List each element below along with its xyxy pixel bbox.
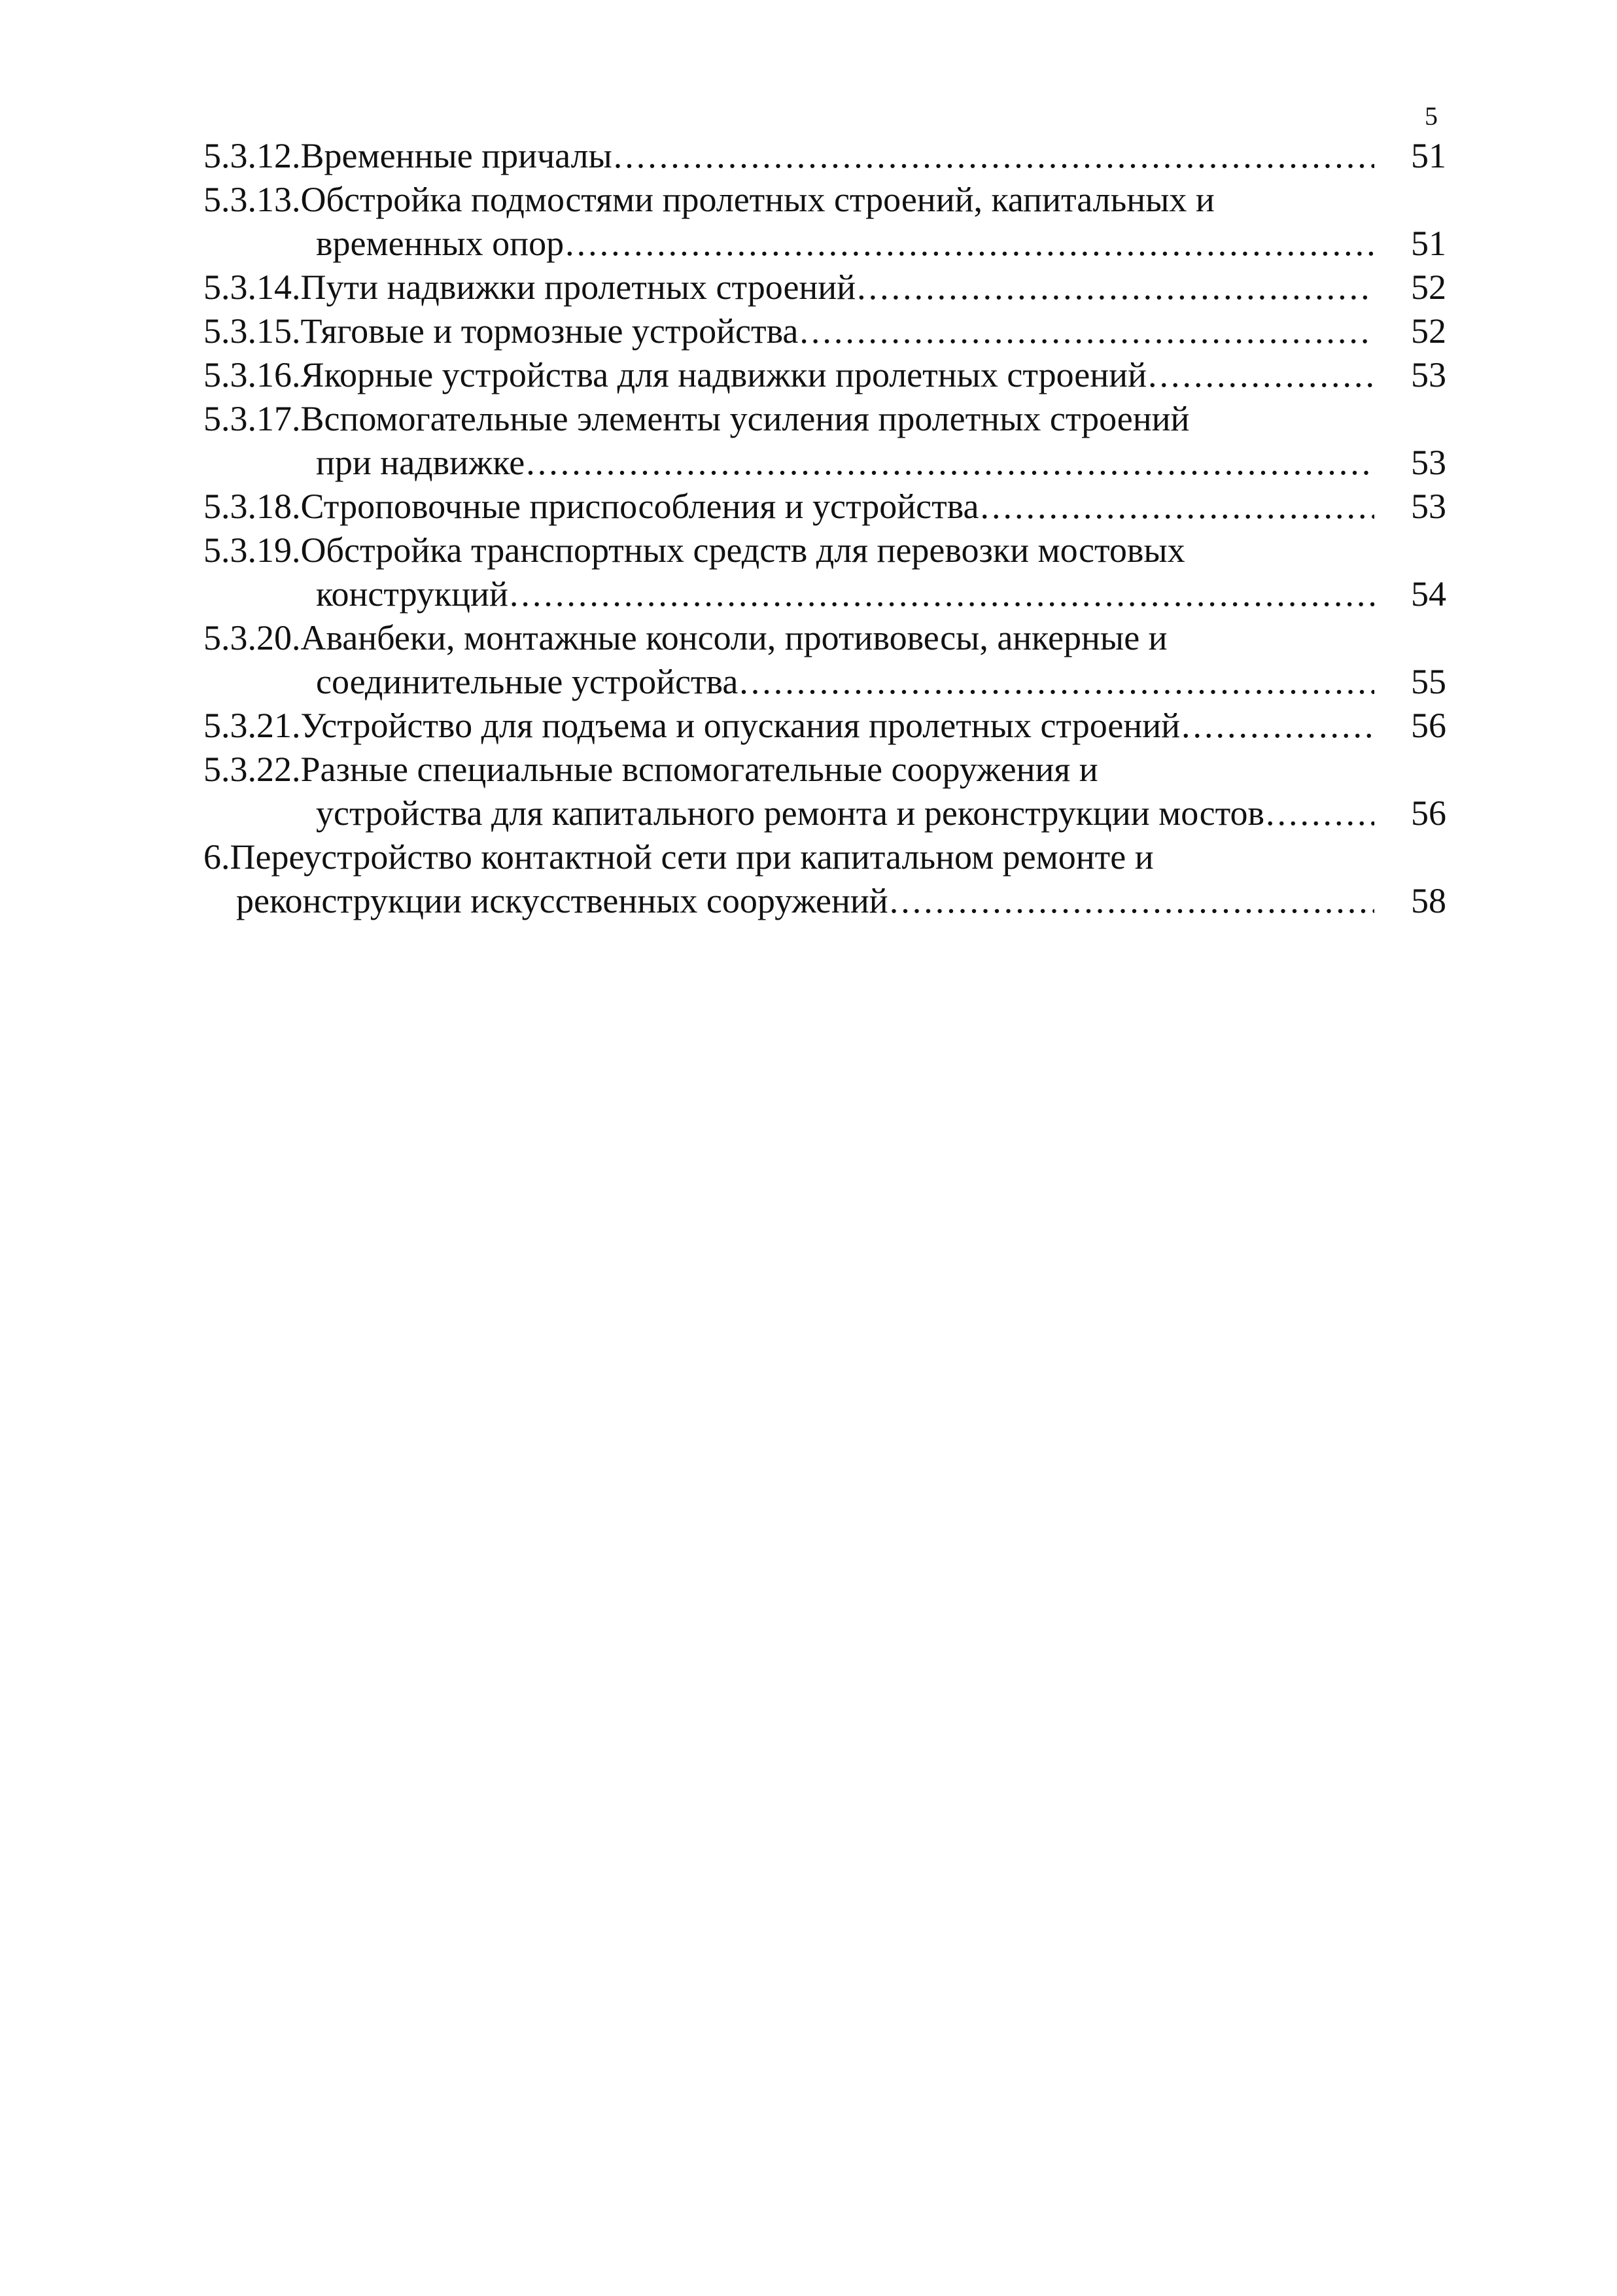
toc-entry-title: Временные причалы xyxy=(300,136,612,175)
dot-leader xyxy=(981,485,1375,529)
toc-entry-5-3-17 xyxy=(203,397,1446,485)
toc-line xyxy=(203,660,1446,704)
toc-entry-title: Пути надвижки пролетных строений xyxy=(300,268,856,307)
dot-leader xyxy=(565,222,1374,266)
toc-entry-5-3-19 xyxy=(203,529,1446,616)
toc-line xyxy=(203,134,1446,178)
toc-entry-number: 5.3.14. xyxy=(203,268,301,307)
toc-entry-page: 58 xyxy=(1411,881,1446,920)
toc-line xyxy=(203,178,1446,222)
toc-line xyxy=(203,748,1446,791)
toc-entry-number: 5.3.15. xyxy=(203,311,301,351)
toc-entry-5-3-21 xyxy=(203,704,1446,748)
toc-entry-5-3-22 xyxy=(203,748,1446,835)
toc-entry-title: Тяговые и тормозные устройства xyxy=(300,311,799,351)
toc-entry-number: 5.3.18. xyxy=(203,487,301,526)
toc-entry-page: 52 xyxy=(1411,268,1446,307)
toc-line xyxy=(203,572,1446,616)
toc-line xyxy=(203,222,1446,266)
toc-entry-title: Обстройка подмостями пролетных строений, капитальных и xyxy=(300,180,1215,219)
toc-entry-number: 6. xyxy=(203,837,230,877)
toc-line xyxy=(203,704,1446,748)
toc-entry-page: 53 xyxy=(1411,355,1446,394)
toc-line xyxy=(203,353,1446,397)
toc-entry-title: Строповочные приспособления и устройства xyxy=(300,487,979,526)
toc-entry-number: 5.3.13. xyxy=(203,180,301,219)
toc-entry-title-continued: реконструкции искусственных сооружений xyxy=(236,881,888,920)
toc-entry-title: Вспомогательные элементы усиления пролетных строений xyxy=(300,399,1190,438)
toc-line xyxy=(203,397,1446,441)
toc-entry-page: 51 xyxy=(1411,224,1446,263)
toc-entry-page: 56 xyxy=(1411,706,1446,745)
toc-entry-title: Якорные устройства для надвижки пролетных строений xyxy=(300,355,1147,394)
dot-leader xyxy=(614,134,1374,178)
toc-line xyxy=(203,441,1446,485)
toc-entry-number: 5.3.12. xyxy=(203,136,301,175)
toc-entry-title: Аванбеки, монтажные консоли, противовесы, анкерные и xyxy=(300,618,1168,657)
dot-leader xyxy=(739,660,1374,704)
toc-entry-title: Переустройство контактной сети при капитальном ремонте и xyxy=(230,837,1154,877)
dot-leader xyxy=(890,879,1374,923)
toc-line xyxy=(203,529,1446,572)
toc-entry-page: 51 xyxy=(1411,136,1446,175)
toc-entry-title: Обстройка транспортных средств для перевозки мостовых xyxy=(300,531,1185,570)
toc-entry-title-continued: при надвижке xyxy=(316,443,525,482)
table-of-contents xyxy=(203,134,1446,923)
toc-line xyxy=(203,485,1446,529)
toc-entry-title: Разные специальные вспомогательные сооружения и xyxy=(300,750,1098,789)
toc-line xyxy=(203,266,1446,309)
toc-entry-page: 55 xyxy=(1411,662,1446,701)
dot-leader xyxy=(857,266,1374,309)
toc-entry-title-continued: конструкций xyxy=(316,574,508,614)
toc-line xyxy=(203,879,1446,923)
toc-entry-number: 5.3.22. xyxy=(203,750,301,789)
toc-entry-title-continued: устройства для капитального ремонта и реконструкции мостов xyxy=(316,793,1264,833)
toc-entry-title: Устройство для подъема и опускания пролетных строений xyxy=(300,706,1181,745)
toc-entry-page: 53 xyxy=(1411,443,1446,482)
toc-entry-number: 5.3.20. xyxy=(203,618,301,657)
page-number: 5 xyxy=(1425,101,1438,131)
toc-entry-5-3-18 xyxy=(203,485,1446,529)
toc-entry-page: 52 xyxy=(1411,311,1446,351)
dot-leader xyxy=(510,572,1374,616)
dot-leader xyxy=(1266,791,1374,835)
toc-line xyxy=(203,791,1446,835)
toc-entry-5-3-16 xyxy=(203,353,1446,397)
toc-entry-title-continued: временных опор xyxy=(316,224,565,263)
dot-leader xyxy=(1148,353,1374,397)
toc-entry-number: 5.3.16. xyxy=(203,355,301,394)
toc-line xyxy=(203,616,1446,660)
dot-leader xyxy=(526,441,1374,485)
toc-entry-5-3-12 xyxy=(203,134,1446,178)
toc-entry-number: 5.3.21. xyxy=(203,706,301,745)
toc-entry-6 xyxy=(203,835,1446,923)
dot-leader xyxy=(799,309,1374,353)
toc-entry-page: 54 xyxy=(1411,574,1446,614)
toc-entry-title-continued: соединительные устройства xyxy=(316,662,739,701)
toc-entry-number: 5.3.17. xyxy=(203,399,301,438)
toc-entry-5-3-13 xyxy=(203,178,1446,266)
toc-line xyxy=(203,309,1446,353)
toc-entry-5-3-15 xyxy=(203,309,1446,353)
toc-line xyxy=(203,835,1446,879)
toc-entry-page: 56 xyxy=(1411,793,1446,833)
dot-leader xyxy=(1181,704,1374,748)
toc-entry-5-3-14 xyxy=(203,266,1446,309)
toc-entry-number: 5.3.19. xyxy=(203,531,301,570)
toc-entry-page: 53 xyxy=(1411,487,1446,526)
toc-entry-5-3-20 xyxy=(203,616,1446,704)
